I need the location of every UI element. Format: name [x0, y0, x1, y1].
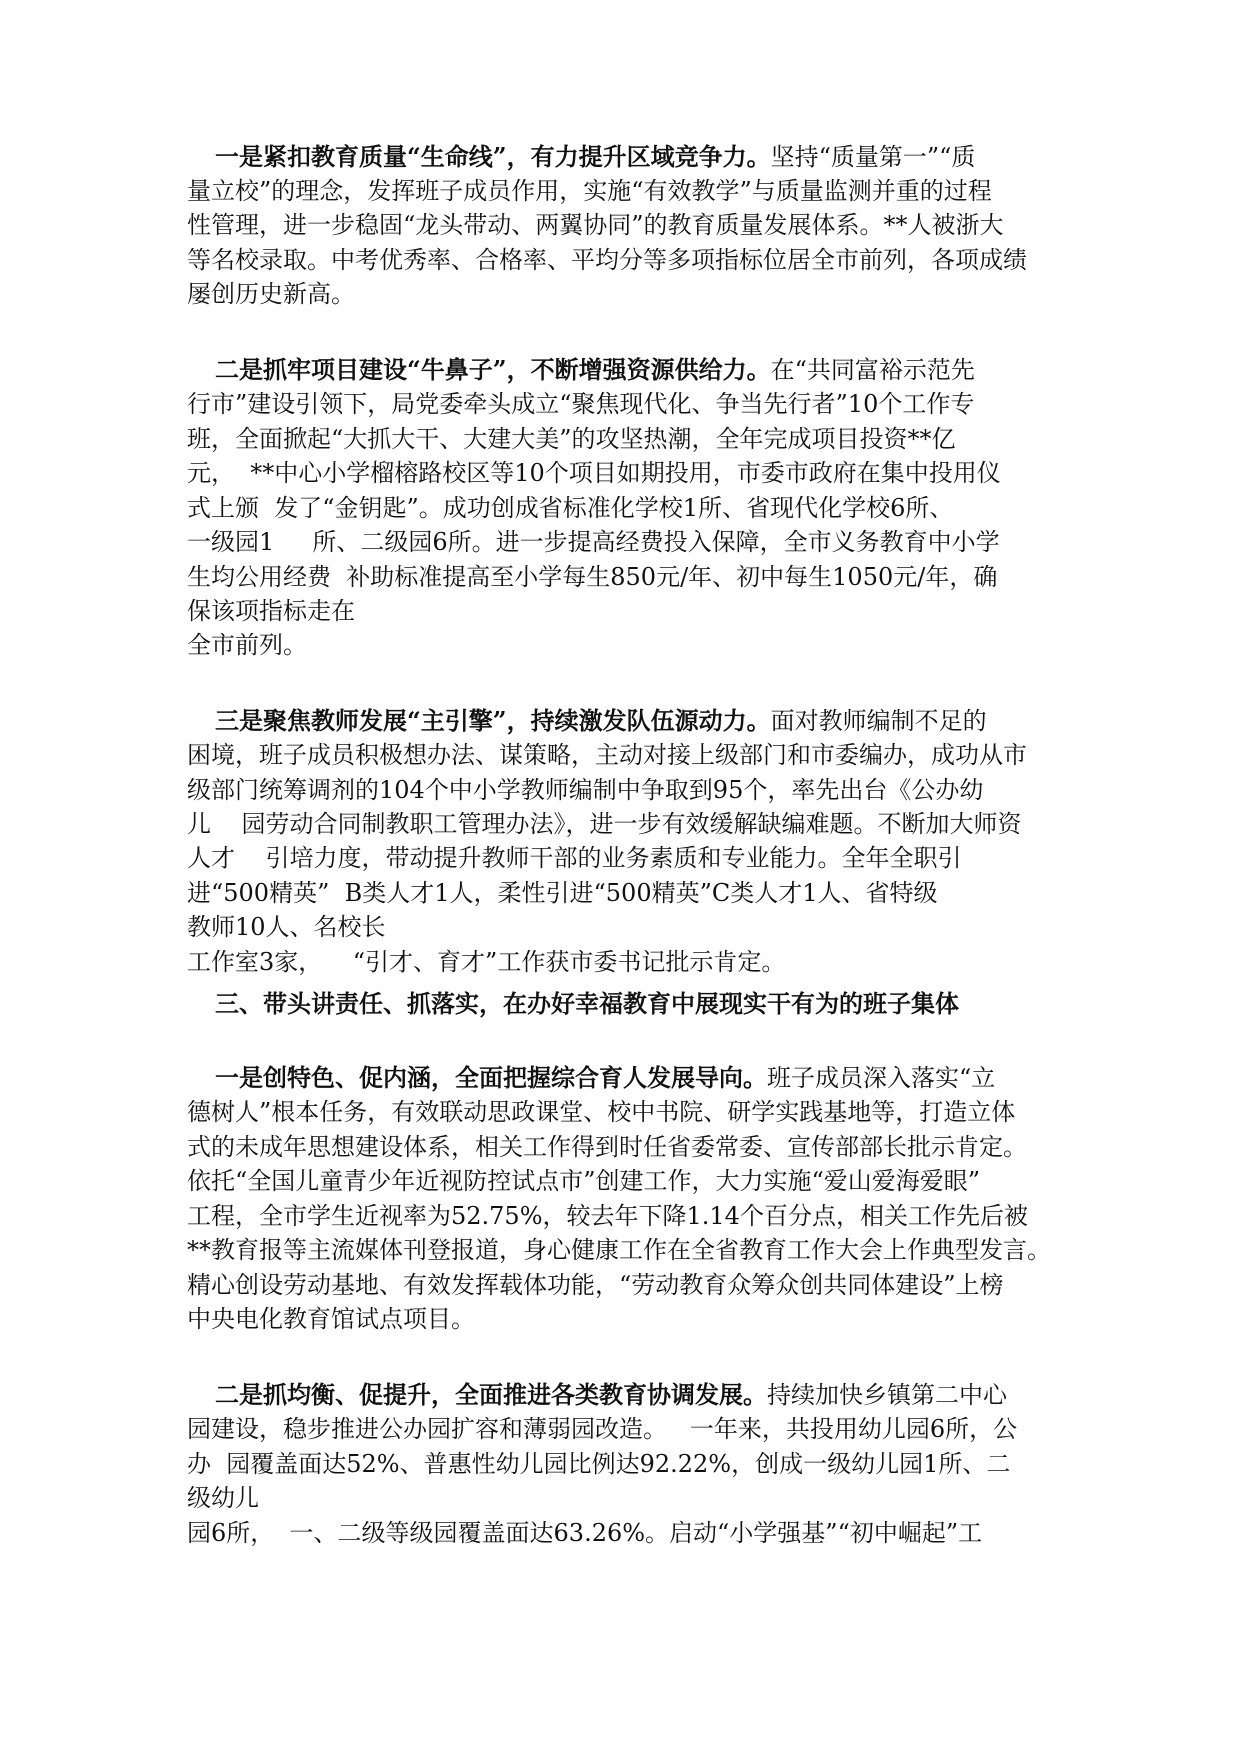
paragraph-5-line-6: **教育报等主流媒体刊登报道，身心健康工作在全省教育工作大会上作典型发言。 — [187, 1236, 1051, 1264]
paragraph-1-lead: 一是紧扣教育质量“生命线”，有力提升区域竞争力。 — [215, 142, 771, 171]
paragraph-6-line-2: 园建设，稳步推进公办园扩容和薄弱园改造。 一年来，共投用幼儿园6所，公 — [187, 1415, 1018, 1443]
paragraph-2-lead: 二是抓牢项目建设“牛鼻子”，不断增强资源供给力。 — [215, 355, 771, 384]
paragraph-3-lead: 三是聚焦教师发展“主引擎”，持续激发队伍源动力。 — [215, 706, 771, 735]
paragraph-2-line-9: 全市前列。 — [187, 631, 307, 659]
paragraph-5-line-4: 依托“全国儿童青少年近视防控试点市”创建工作，大力实施“爱山爱海爱眼” — [187, 1167, 981, 1195]
paragraph-5-line-2: 德树人”根本任务，有效联动思政课堂、校中书院、研学实践基地等，打造立体 — [187, 1098, 1016, 1126]
paragraph-2-line-7: 生均公用经费 补助标准提高至小学每生850元/年、初中每生1050元/年，确 — [187, 563, 998, 591]
paragraph-3-line-6: 进“500精英” B类人才1人，柔性引进“500精英”C类人才1人、省特级 — [187, 879, 938, 907]
paragraph-3-line-1: 三是聚焦教师发展“主引擎”，持续激发队伍源动力。面对教师编制不足的 — [215, 706, 987, 735]
paragraph-6-line-3: 办 园覆盖面达52%、普惠性幼儿园比例达92.22%，创成一级幼儿园1所、二 — [187, 1450, 1011, 1478]
paragraph-2-line-3: 班，全面掀起“大抓大干、大建大美”的攻坚热潮，全年完成项目投资**亿 — [187, 425, 956, 453]
paragraph-5-lead: 一是创特色、促内涵，全面把握综合育人发展导向。 — [215, 1063, 767, 1092]
paragraph-6-line-5: 园6所， 一、二级等级园覆盖面达63.26%。启动“小学强基”“初中崛起”工 — [187, 1519, 983, 1547]
paragraph-3-line-4: 儿 园劳动合同制教职工管理办法》，进一步有效缓解缺编难题。不断加大师资 — [187, 810, 1022, 838]
paragraph-3-line-7: 教师10人、名校长 — [187, 913, 386, 941]
paragraph-5-line-5: 工程，全市学生近视率为52.75%，较去年下降1.14个百分点，相关工作先后被 — [187, 1202, 1028, 1230]
paragraph-3-line-2: 困境，班子成员积极想办法、谋策略，主动对接上级部门和市委编办，成功从市 — [187, 741, 1027, 769]
paragraph-6-lead: 二是抓均衡、促提升，全面推进各类教育协调发展。 — [215, 1380, 767, 1409]
paragraph-1-line-3: 性管理，进一步稳固“龙头带动、两翼协同”的教育质量发展体系。**人被浙大 — [187, 211, 1004, 239]
paragraph-3-line-3: 级部门统筹调剂的104个中小学教师编制中争取到95个，率先出台《公办幼 — [187, 776, 984, 804]
paragraph-5-line-8: 中央电化教育馆试点项目。 — [187, 1305, 475, 1333]
paragraph-2-line-4: 元， **中心小学榴榕路校区等10个项目如期投用，市委市政府在集中投用仪 — [187, 459, 1001, 487]
paragraph-2-line-6: 一级园1 所、二级园6所。进一步提高经费投入保障，全市义务教育中小学 — [187, 528, 1000, 556]
paragraph-2-line-5: 式上颁 发了“金钥匙”。成功创成省标准化学校1所、省现代化学校6所、 — [187, 494, 954, 522]
paragraph-3-line-8: 工作室3家， “引才、育才”工作获市委书记批示肯定。 — [187, 948, 786, 976]
paragraph-6-line-1: 二是抓均衡、促提升，全面推进各类教育协调发展。持续加快乡镇第二中心 — [215, 1380, 1007, 1409]
paragraph-6-line-4: 级幼儿 — [187, 1484, 259, 1512]
paragraph-2-line-2: 行市”建设引领下，局党委牵头成立“聚焦现代化、争当先行者”10个工作专 — [187, 390, 975, 418]
paragraph-1-line-5: 屡创历史新高。 — [187, 280, 355, 308]
paragraph-5-line-1: 一是创特色、促内涵，全面把握综合育人发展导向。班子成员深入落实“立 — [215, 1063, 996, 1092]
paragraph-3-line-5: 人才 引培力度，带动提升教师干部的业务素质和专业能力。全年全职引 — [187, 844, 962, 872]
section-heading: 三、带头讲责任、抓落实，在办好幸福教育中展现实干有为的班子集体 — [215, 989, 959, 1018]
paragraph-2-line-8: 保该项指标走在 — [187, 597, 355, 625]
paragraph-2-line-1: 二是抓牢项目建设“牛鼻子”，不断增强资源供给力。在“共同富裕示范先 — [215, 355, 975, 384]
paragraph-1-line-4: 等名校录取。中考优秀率、合格率、平均分等多项指标位居全市前列，各项成绩 — [187, 246, 1027, 274]
paragraph-5-line-7: 精心创设劳动基地、有效发挥载体功能，“劳动教育众筹众创共同体建设”上榜 — [187, 1271, 1004, 1299]
paragraph-1-line-1: 一是紧扣教育质量“生命线”，有力提升区域竞争力。坚持“质量第一”“质 — [215, 142, 976, 171]
paragraph-5-line-3: 式的未成年思想建设体系，相关工作得到时任省委常委、宣传部部长批示肯定。 — [187, 1133, 1027, 1161]
paragraph-1-line-2: 量立校”的理念，发挥班子成员作用，实施“有效教学”与质量监测并重的过程 — [187, 177, 992, 205]
